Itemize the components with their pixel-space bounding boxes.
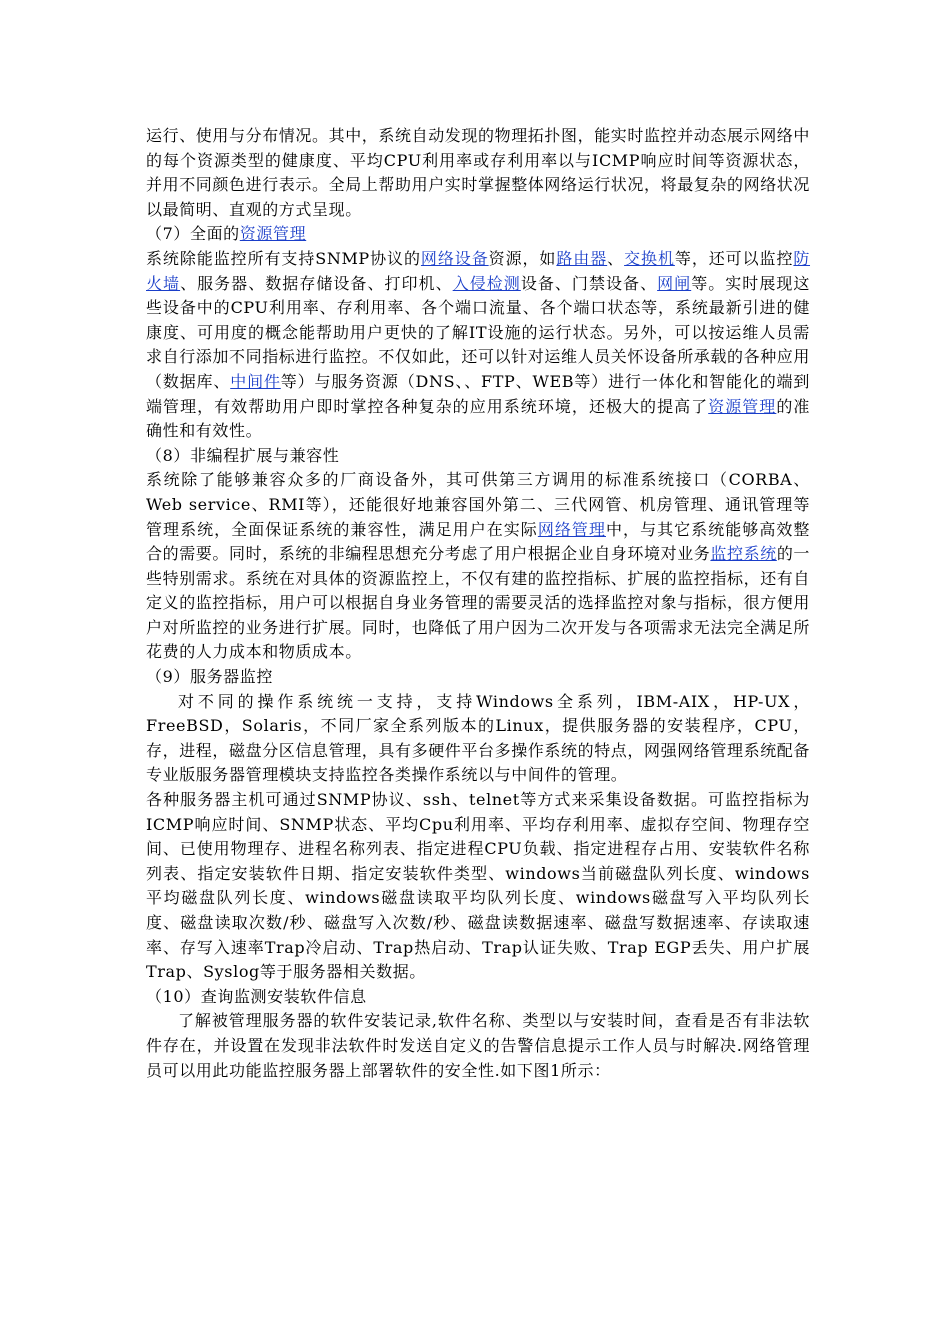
inline-link[interactable]: 交换机	[624, 248, 675, 268]
text-run: 各种服务器主机可通过SNMP协议、ssh、telnet等方式来采集设备数据。可监控指标为ICMP响应时间、SNMP状态、平均Cpu利用率、平均存利用率、虚拟存空间、物理存空间、已使用物理存、进程名称列表、指定进程CPU负载、指定进程存占用、安装软件名称列表、指定安装软件日期、指定安装软件类型、windows当前磁盘队列长度、windows平均磁盘队列长度、windows磁盘读取平均队列长度、windows磁盘写入平均队列长度、磁盘读取次数/秒、磁盘写入次数/秒、磁盘读数据速率、磁盘写数据速率、存读取速率、存写入速率Trap冷启动、Trap热启动、Trap认证失败、Trap EGP丢失、用户扩展Trap、Syslog等于服务器相关数据。	[146, 790, 810, 982]
text-run: 的一些特别需求。系统在对具体的资源监控上，不仅有建的监控指标、扩展的监控指标，还有自定义的监控指标，用户可以根据自身业务管理的需要灵活的选择监控对象与指标，很方便用户对所监控的业务进行扩展。同时，也降低了用户因为二次开发与各项需求无法完全满足所花费的人力成本和物质成本。	[146, 544, 811, 662]
body-paragraph	[146, 247, 810, 444]
text-run: 系统除了能够兼容众多的厂商设备外，其可供第三方调用的标准系统接口（CORBA、Web service、RMI等），还能很好地兼容国外第二、三代网管、机房管理、通讯管理等管理系统，全面保证系统的兼容性，满足用户在实际	[146, 470, 810, 539]
text-run: 等。实时展现这些设备中的CPU利用率、存利用率、各个端口流量、各个端口状态等，系统最新引进的健康度、可用度的概念能帮助用户更快的了解IT设施的运行状态。另外，可以按运维人员需求自行添加不同指标进行监控。不仅如此，还可以针对运维人员关怀设备所承载的各种应用（数据库、	[146, 273, 811, 391]
text-run: 系统除能监控所有支持SNMP协议的	[146, 248, 421, 268]
text-run: 对不同的操作系统统一支持，支持Windows全系列，IBM-AIX，HP-UX，FreeBSD，Solaris，不同厂家全系列版本的Linux，提供服务器的安装程序，CPU，存，进程，磁盘分区信息管理，具有多硬件平台多操作系统的特点，网强网络管理系统配备专业版服务器管理模块支持监控各类操作系统以与中间件的管理。	[146, 691, 811, 785]
text-run: 、	[607, 248, 625, 268]
text-run: 等，还可以监控	[674, 248, 794, 268]
section-heading	[146, 985, 810, 1010]
inline-link[interactable]: 防火墙	[146, 248, 811, 293]
inline-link[interactable]: 路由器	[556, 248, 608, 268]
inline-link[interactable]: 网闸	[657, 273, 692, 293]
text-run: 的准确性和有效性。	[146, 396, 810, 441]
text-run: 设备、门禁设备、	[520, 273, 658, 293]
document-body	[146, 124, 810, 1083]
inline-link[interactable]: 中间件	[230, 371, 281, 391]
inline-link[interactable]: 资源管理	[708, 396, 777, 416]
text-run: （10）查询监测安装软件信息	[146, 986, 367, 1006]
text-run: （7）全面的	[146, 224, 240, 244]
text-run: （9）服务器监控	[146, 667, 273, 687]
text-run: 中，与其它系统能够高效整合的需要。同时，系统的非编程思想充分考虑了用户根据企业自身环境对业务	[146, 519, 810, 564]
inline-link[interactable]: 网络管理	[537, 519, 606, 539]
text-run: 了解被管理服务器的软件安装记录,软件名称、类型以与安装时间，查看是否有非法软件存在，并设置在发现非法软件时发送自定义的告警信息提示工作人员与时解决.网络管理员可以用此功能监控服务器上部署软件的安全性.如下图1所示：	[146, 1011, 810, 1080]
text-run: 等）与服务资源（DNS、、FTP、WEB等）进行一体化和智能化的端到端管理，有效帮助用户即时掌控各种复杂的应用系统环境，还极大的提高了	[146, 371, 810, 416]
body-paragraph	[146, 468, 810, 665]
section-heading	[146, 222, 810, 247]
text-run: 、服务器、数据存储设备、打印机、	[180, 273, 453, 293]
text-run: 资源，如	[488, 248, 557, 268]
text-run: 运行、使用与分布情况。其中，系统自动发现的物理拓扑图，能实时监控并动态展示网络中的每个资源类型的健康度、平均CPU利用率或存利用率以与ICMP响应时间等资源状态，并用不同颜色进行表示。全局上帮助用户实时掌握整体网络运行状况，将最复杂的网络状况以最简明、直观的方式呈现。	[146, 126, 811, 219]
body-paragraph	[146, 690, 810, 788]
body-paragraph	[146, 788, 810, 985]
inline-link[interactable]: 监控系统	[710, 544, 777, 564]
inline-link[interactable]: 网络设备	[420, 248, 489, 268]
body-paragraph	[146, 1009, 810, 1083]
inline-link[interactable]: 资源管理	[239, 224, 307, 244]
inline-link[interactable]: 入侵检测	[452, 273, 521, 293]
body-paragraph	[146, 124, 810, 222]
section-heading	[146, 665, 810, 690]
text-run: （8）非编程扩展与兼容性	[146, 445, 340, 465]
section-heading	[146, 444, 810, 469]
